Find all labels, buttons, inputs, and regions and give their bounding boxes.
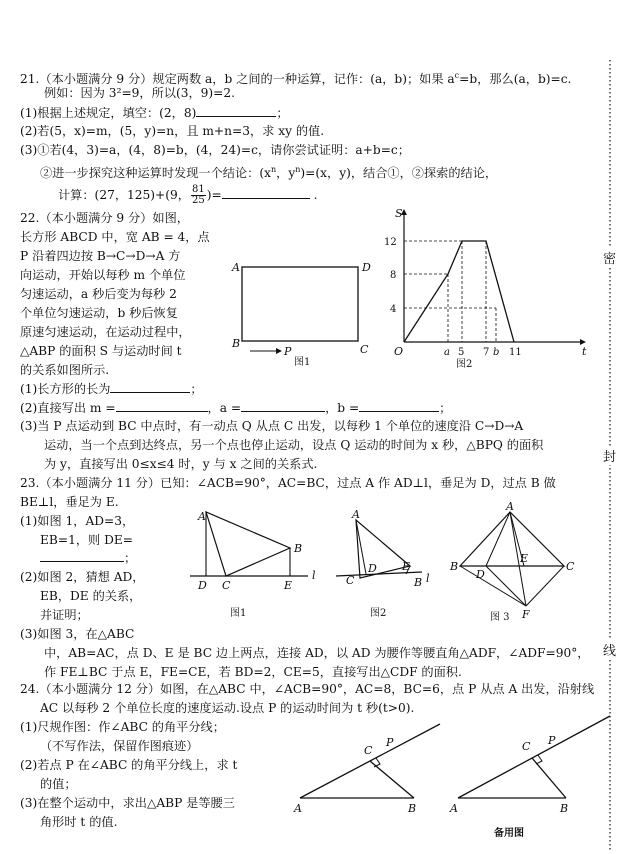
q22-blank-length[interactable] bbox=[110, 381, 190, 393]
q22-p2-a: ，a = bbox=[207, 401, 242, 415]
q22-line-5: 个单位匀速运动，b 秒后恢复 bbox=[20, 306, 178, 320]
q22-part2 bbox=[20, 400, 451, 416]
q23-f1-d: D bbox=[198, 579, 207, 592]
q22-fig2-caption: 图2 bbox=[456, 359, 473, 370]
y-tick-4: 4 bbox=[390, 304, 397, 315]
q23-f3-f: F bbox=[522, 608, 530, 621]
segment-cf bbox=[526, 566, 564, 606]
q23-line2: BE⊥l，垂足为 E. bbox=[20, 495, 119, 509]
q23-p1b: EB=1，则 DE= bbox=[40, 533, 133, 547]
q23-f3-e: E bbox=[520, 552, 529, 565]
q23-f1-e: E bbox=[284, 579, 293, 592]
q21-fraction bbox=[191, 185, 206, 206]
q24-spare-caption: 备用图 bbox=[494, 828, 524, 839]
q21-line5: (3)①若(4，3)=a，(4，8)=b，(4，24)=c，请你尝试证明：a+b=c； bbox=[20, 143, 410, 157]
q22-f1-label-p: P bbox=[284, 345, 292, 358]
q23-fig1-caption: 图1 bbox=[230, 608, 247, 619]
q22-line-4: 匀速运动，a 秒后变为每秒 2 bbox=[20, 287, 177, 301]
q22-blank-a[interactable] bbox=[241, 400, 325, 412]
q23-f3-c: C bbox=[566, 560, 575, 573]
q23-f2-a: A bbox=[352, 508, 360, 521]
q22-f1-label-b: B bbox=[232, 337, 241, 350]
q22-p2-b: ，b = bbox=[325, 401, 360, 415]
segment-bf bbox=[460, 566, 526, 606]
q24-figure-spare bbox=[450, 706, 620, 846]
q22-line-6: 原速匀速运动，在运动过程中， bbox=[20, 325, 191, 339]
q23-f2-b: B bbox=[414, 576, 423, 589]
q23-p1c: ； bbox=[124, 551, 137, 565]
q21-line3 bbox=[20, 105, 289, 121]
q22-line-1: 长方形 ABCD 中，宽 AB = 4，点 bbox=[20, 230, 210, 244]
x-tick-11: 11 bbox=[509, 347, 522, 358]
q23-f2-d: D bbox=[368, 562, 377, 575]
q21-l6-sup1: n bbox=[271, 165, 277, 174]
q22-line-0: 22.（本小题满分 9 分）如图， bbox=[20, 211, 189, 225]
q23-f2-e: E bbox=[402, 560, 411, 573]
x-tick-7: 7 bbox=[483, 347, 490, 358]
q22-p1: (1)长方形的长为 bbox=[20, 382, 111, 396]
t-axis-label: t bbox=[582, 345, 587, 358]
guide-lines bbox=[404, 241, 496, 342]
q22-line-2: P 沿着四边按 B→C→D→A 方 bbox=[20, 249, 181, 263]
arrow-head-icon bbox=[276, 348, 282, 354]
q23-p2-line2: EB，DE 的关系， bbox=[40, 589, 142, 603]
q22-line-8: 的关系如图所示. bbox=[20, 363, 110, 377]
q23-p1-line2 bbox=[40, 533, 133, 548]
q24-fa-p: P bbox=[386, 736, 394, 749]
s-t-graph-line bbox=[404, 241, 514, 342]
q21-frac-num: 81 bbox=[191, 184, 205, 195]
x-tick-a: a bbox=[444, 347, 450, 358]
q23-blank-de[interactable] bbox=[40, 550, 124, 562]
q24-fb-c: C bbox=[522, 740, 531, 753]
q24-p1-line2: （不写作法，保留作图痕迹） bbox=[40, 739, 199, 753]
q23-f3-b: B bbox=[450, 560, 459, 573]
q24-fb-p: P bbox=[548, 734, 556, 747]
q23-fig3-caption: 图 3 bbox=[490, 612, 510, 623]
q21-l1-sup: c bbox=[454, 71, 460, 80]
q21-l7-dot: . bbox=[313, 188, 318, 202]
q23-p3-line3: 作 FE⊥BC 于点 E，FE=CE，若 BD=2，CE=5，直接写出△CDF 的面积. bbox=[44, 665, 462, 679]
q23-p1-line3 bbox=[40, 550, 136, 566]
q21-l6-sup2: n bbox=[295, 165, 301, 174]
s-axis-label: S bbox=[395, 207, 403, 220]
ray-ac bbox=[458, 716, 610, 798]
margin-char-line: 线 bbox=[603, 640, 616, 659]
q23-f1-l: l bbox=[312, 569, 316, 582]
q21-l6-mid: ，y bbox=[276, 166, 296, 181]
q23-line1: 23.（本小题满分 11 分）已知：∠ACB=90°，AC=BC，过点 A 作 AD⊥l，垂足为 D，过点 B 做 bbox=[20, 476, 556, 490]
q22-figure-2 bbox=[384, 205, 592, 370]
y-tick-12: 12 bbox=[384, 237, 397, 248]
q24-p2-line2: 的值； bbox=[40, 777, 77, 791]
q22-p1-end: ； bbox=[190, 382, 203, 396]
q23-p2-line1: (2)如图 2，猜想 AD， bbox=[20, 570, 145, 584]
q22-p2-end: ； bbox=[439, 401, 452, 415]
q24-p1-line1: (1)尺规作图：作∠ABC 的角平分线； bbox=[20, 720, 225, 734]
triangle-acb bbox=[206, 512, 290, 576]
q23-figure-1 bbox=[190, 508, 320, 618]
q24-fa-c: C bbox=[364, 744, 373, 757]
q22-fig1-caption: 图1 bbox=[294, 357, 311, 368]
q21-l1-end: =b，那么(a，b)=c. bbox=[459, 72, 572, 87]
q22-f1-label-a: A bbox=[232, 261, 240, 274]
segment-ad bbox=[486, 512, 510, 566]
q23-f2-l: l bbox=[426, 572, 430, 585]
q21-line6 bbox=[40, 162, 497, 181]
q23-f1-b: B bbox=[294, 542, 303, 555]
margin-char-close: 封 bbox=[603, 446, 616, 465]
q21-line4: (2)若(5，x)=m，(5，y)=n，且 m+n=3，求 xy 的值. bbox=[20, 124, 325, 138]
q24-fb-a: A bbox=[450, 802, 458, 815]
q21-l7: 计算：(27，125)+(9， bbox=[58, 188, 190, 202]
q23-f1-a: A bbox=[198, 510, 206, 523]
q23-f1-c: C bbox=[222, 579, 231, 592]
q24-line2: AC 以每秒 2 个单位长度的速度运动.设点 P 的运动时间为 t 秒(t>0). bbox=[40, 701, 415, 715]
origin-label: O bbox=[394, 345, 404, 358]
q21-line7 bbox=[58, 184, 318, 206]
q22-part3-line2: 运动，当一个点到达终点，另一个点也停止运动，设点 Q 运动的时间为 x 秒，△BPQ 的面积 bbox=[44, 438, 544, 452]
q24-fa-b: B bbox=[408, 802, 417, 815]
q22-f1-label-c: C bbox=[360, 343, 369, 356]
y-tick-8: 8 bbox=[390, 270, 397, 281]
x-tick-5: 5 bbox=[458, 347, 465, 358]
q24-p3-line1: (3)在整个运动中，求出△ABP 是等腰三 bbox=[20, 796, 235, 810]
q24-p2-line1: (2)若点 P 在∠ABC 的角平分线上，求 t bbox=[20, 758, 238, 772]
rectangle-abcd bbox=[242, 267, 358, 341]
q22-f1-label-d: D bbox=[362, 261, 371, 274]
q21-l1: 21.（本小题满分 9 分）规定两数 a，b 之间的一种运算，记作：(a，b)；如果 a bbox=[20, 72, 455, 87]
q23-figure-2 bbox=[330, 508, 440, 618]
q23-f3-d: D bbox=[476, 568, 485, 581]
right-angle-mark bbox=[536, 755, 542, 764]
q22-part1 bbox=[20, 381, 203, 397]
q21-l6: ②进一步探究这种运算时发现一个结论：(x bbox=[40, 166, 272, 181]
q22-line-3: 向运动，开始以每秒 m 个单位 bbox=[20, 268, 186, 282]
q22-blank-m[interactable] bbox=[116, 400, 208, 412]
q21-blank-2[interactable] bbox=[222, 187, 310, 199]
q24-fa-a: A bbox=[294, 802, 302, 815]
q21-l6-end: )=(x，y)，结合①，②探索的结论， bbox=[300, 166, 498, 181]
q21-line1 bbox=[20, 68, 571, 87]
q22-part3-line1: (3)当 P 点运动到 BC 中点时，有一动点 Q 从点 C 出发，以每秒 1 个单位的速度沿 C→D→A bbox=[20, 419, 524, 433]
q22-line-7: △ABP 的面积 S 与运动时间 t bbox=[20, 344, 182, 358]
q23-p2-line3: 并证明； bbox=[40, 608, 89, 622]
q22-blank-b[interactable] bbox=[359, 400, 439, 412]
q24-figure-main bbox=[290, 724, 450, 814]
margin-char-seal: 密 bbox=[603, 248, 616, 267]
q24-line1: 24.（本小题满分 12 分）如图，在△ABC 中，∠ACB=90°，AC=8，BC=6，点 P 从点 A 出发，沿射线 bbox=[20, 682, 595, 696]
q22-p2: (2)直接写出 m = bbox=[20, 401, 116, 415]
q23-f3-a: A bbox=[506, 500, 514, 513]
q24-p3-line2: 角形时 t 的值. bbox=[40, 815, 118, 829]
q23-fig2-caption: 图2 bbox=[370, 608, 387, 619]
q21-frac-den: 25 bbox=[191, 195, 205, 206]
segment-cb bbox=[370, 761, 414, 798]
q24-fb-b: B bbox=[560, 802, 569, 815]
x-tick-b: b bbox=[493, 347, 500, 358]
q21-l3-end: ； bbox=[276, 106, 289, 120]
q23-p1-line1: (1)如图 1，AD=3， bbox=[20, 514, 135, 528]
q21-blank-1[interactable] bbox=[196, 105, 276, 117]
q22-part3-line3: 为 y，直接写出 0≤x≤4 时，y 与 x 之间的关系式. bbox=[44, 457, 318, 471]
q22-figure-1 bbox=[228, 255, 378, 368]
q21-l7-end: )= bbox=[206, 188, 222, 202]
q23-figure-3 bbox=[450, 502, 580, 622]
q23-p3-line1: (3)如图 3，在△ABC bbox=[20, 627, 135, 641]
q23-p3-line2: 中，AB=AC，点 D、E 是 BC 边上两点，连接 AD，以 AD 为腰作等腰直角△ADF，∠ADF=90°， bbox=[44, 646, 590, 660]
q23-f2-c: C bbox=[346, 574, 355, 587]
q21-l3: (1)根据上述规定，填空：(2，8) bbox=[20, 106, 197, 120]
q21-line2: 例如：因为 3²=9，所以(3，9)=2. bbox=[44, 86, 236, 100]
